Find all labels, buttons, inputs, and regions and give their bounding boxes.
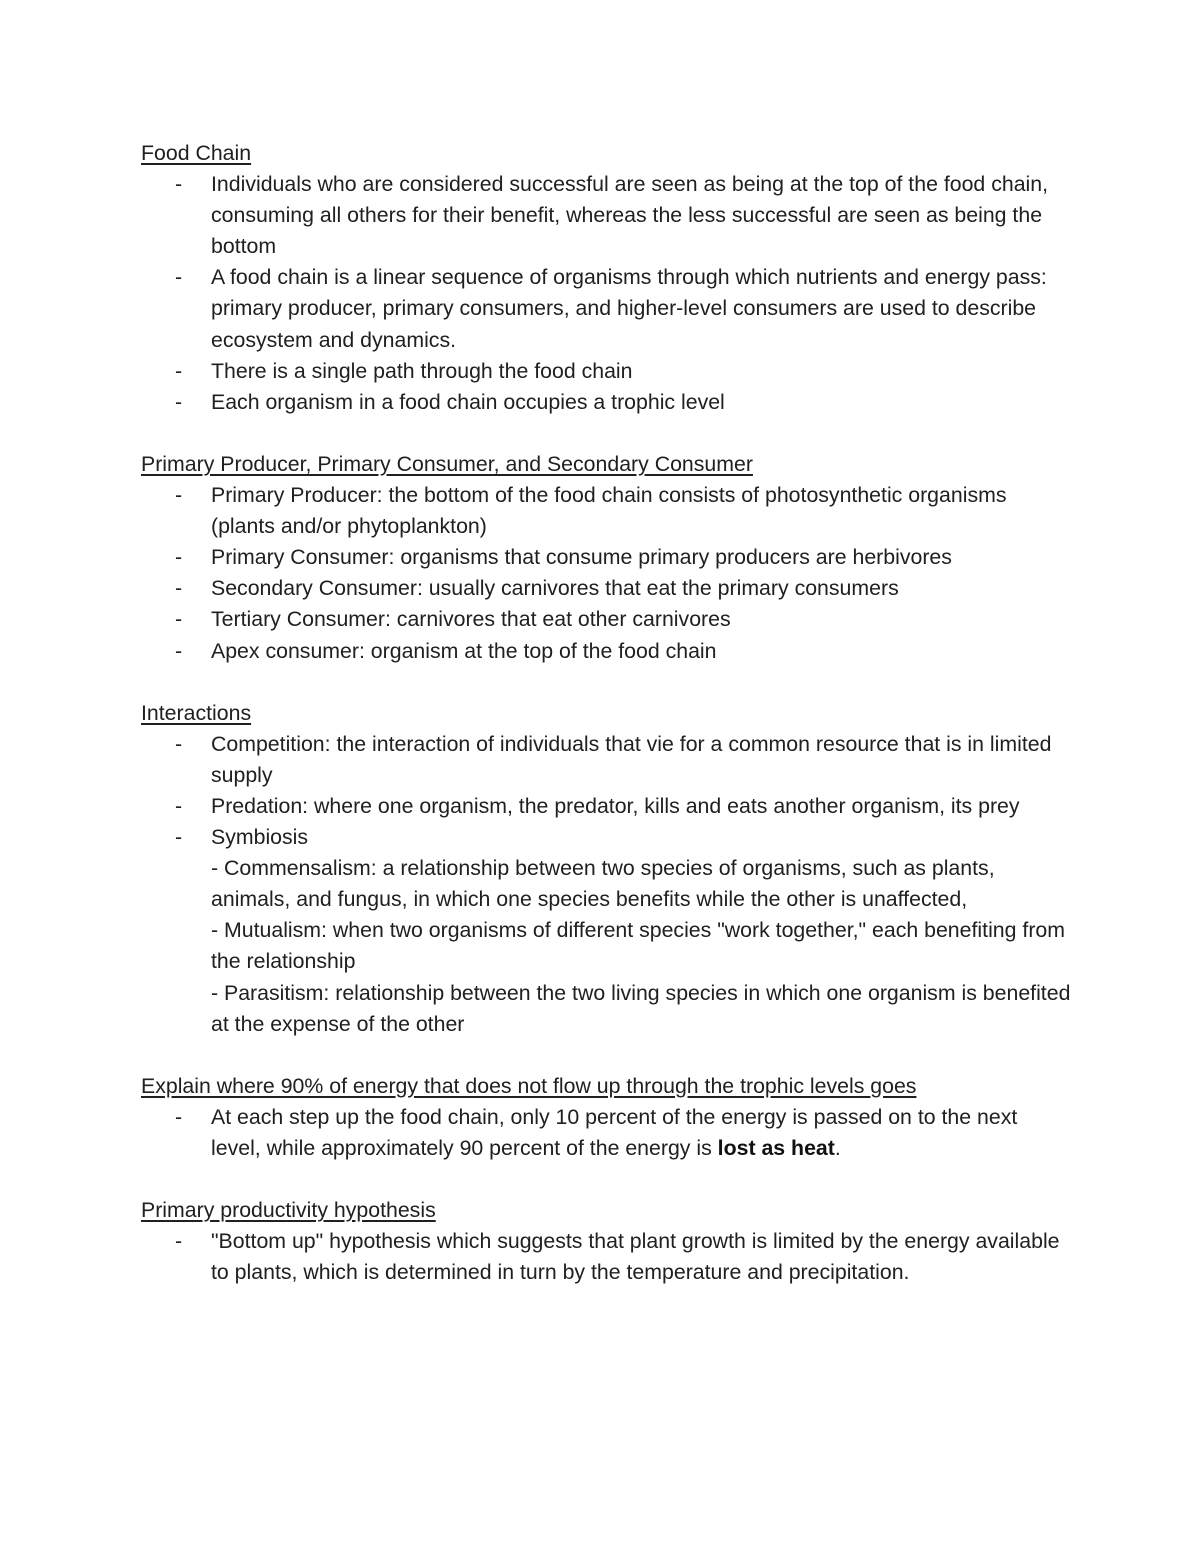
section-food-chain <box>141 138 1071 418</box>
section-heading: Explain where 90% of energy that does not flow up through the trophic levels goes <box>141 1073 917 1098</box>
list-item-symbiosis: - Symbiosis - Commensalism: a relationship between two species of organisms, such as plants, animals, and fungus, in which one species benefits while the other is unaffected, - Mutualism: when two organisms of different species "work together," each benefiting from the relationship - Parasitism: relationship between the two living species in which one organism is benefited at the expense of the other <box>141 822 1071 1040</box>
section-productivity-hypothesis <box>141 1195 1071 1288</box>
bullet-list <box>141 480 1071 667</box>
bullet-list <box>141 729 1071 1040</box>
list-item: - There is a single path through the food chain <box>175 358 633 383</box>
section-heading: Food Chain <box>141 141 252 165</box>
list-item: - Secondary Consumer: usually carnivores that eat the primary consumers <box>175 576 899 601</box>
section-heading: Primary productivity hypothesis <box>141 1198 436 1223</box>
list-item: - At each step up the food chain, only 10 percent of the energy is passed on to the next level, while approximately 90 percent of the energy is lost as heat. <box>175 1104 1018 1160</box>
list-item: - A food chain is a linear sequence of organisms through which nutrients and energy pass: primary producer, primary consumers, and higher-level consumers are used to describe ecosystem and dynamics. <box>175 265 1047 352</box>
list-item: - Primary Consumer: organisms that consume primary producers are herbivores <box>175 545 952 570</box>
list-item: - Individuals who are considered successful are seen as being at the top of the food chain, consuming all others for their benefit, whereas the less successful are seen as being the bottom <box>175 172 1049 259</box>
bullet-list <box>141 169 1071 418</box>
bold-phrase: lost as heat <box>717 1136 835 1160</box>
list-item: - "Bottom up" hypothesis which suggests that plant growth is limited by the energy available to plants, which is determined in turn by the temperature and precipitation. <box>175 1229 1060 1285</box>
list-item: - Tertiary Consumer: carnivores that eat other carnivores <box>175 607 731 632</box>
section-heading: Interactions <box>141 700 252 725</box>
section-interactions <box>141 698 1071 1040</box>
section-energy-loss <box>141 1071 1071 1164</box>
bullet-list <box>141 1102 1071 1164</box>
section-heading: Primary Producer, Primary Consumer, and Secondary Consumer <box>141 451 753 476</box>
sub-item-parasitism: - Parasitism: relationship between the two living species in which one organism is benefited at the expense of the other <box>211 980 1071 1036</box>
bullet-list <box>141 1226 1071 1288</box>
list-item: - Predation: where one organism, the predator, kills and eats another organism, its prey <box>175 793 1020 818</box>
sub-item-commensalism: - Commensalism: a relationship between two species of organisms, such as plants, animals, and fungus, in which one species benefits while the other is unaffected, <box>211 856 995 912</box>
sub-item-mutualism: - Mutualism: when two organisms of different species "work together," each benefiting from the relationship <box>211 918 1065 974</box>
document-page <box>141 138 1071 1320</box>
section-producers-consumers <box>141 449 1071 667</box>
list-item: - Apex consumer: organism at the top of the food chain <box>175 638 717 663</box>
list-item: - Primary Producer: the bottom of the food chain consists of photosynthetic organisms (plants and/or phytoplankton) <box>175 483 1007 539</box>
list-item: - Each organism in a food chain occupies a trophic level <box>175 389 725 414</box>
list-item: - Competition: the interaction of individuals that vie for a common resource that is in limited supply <box>175 731 1052 787</box>
